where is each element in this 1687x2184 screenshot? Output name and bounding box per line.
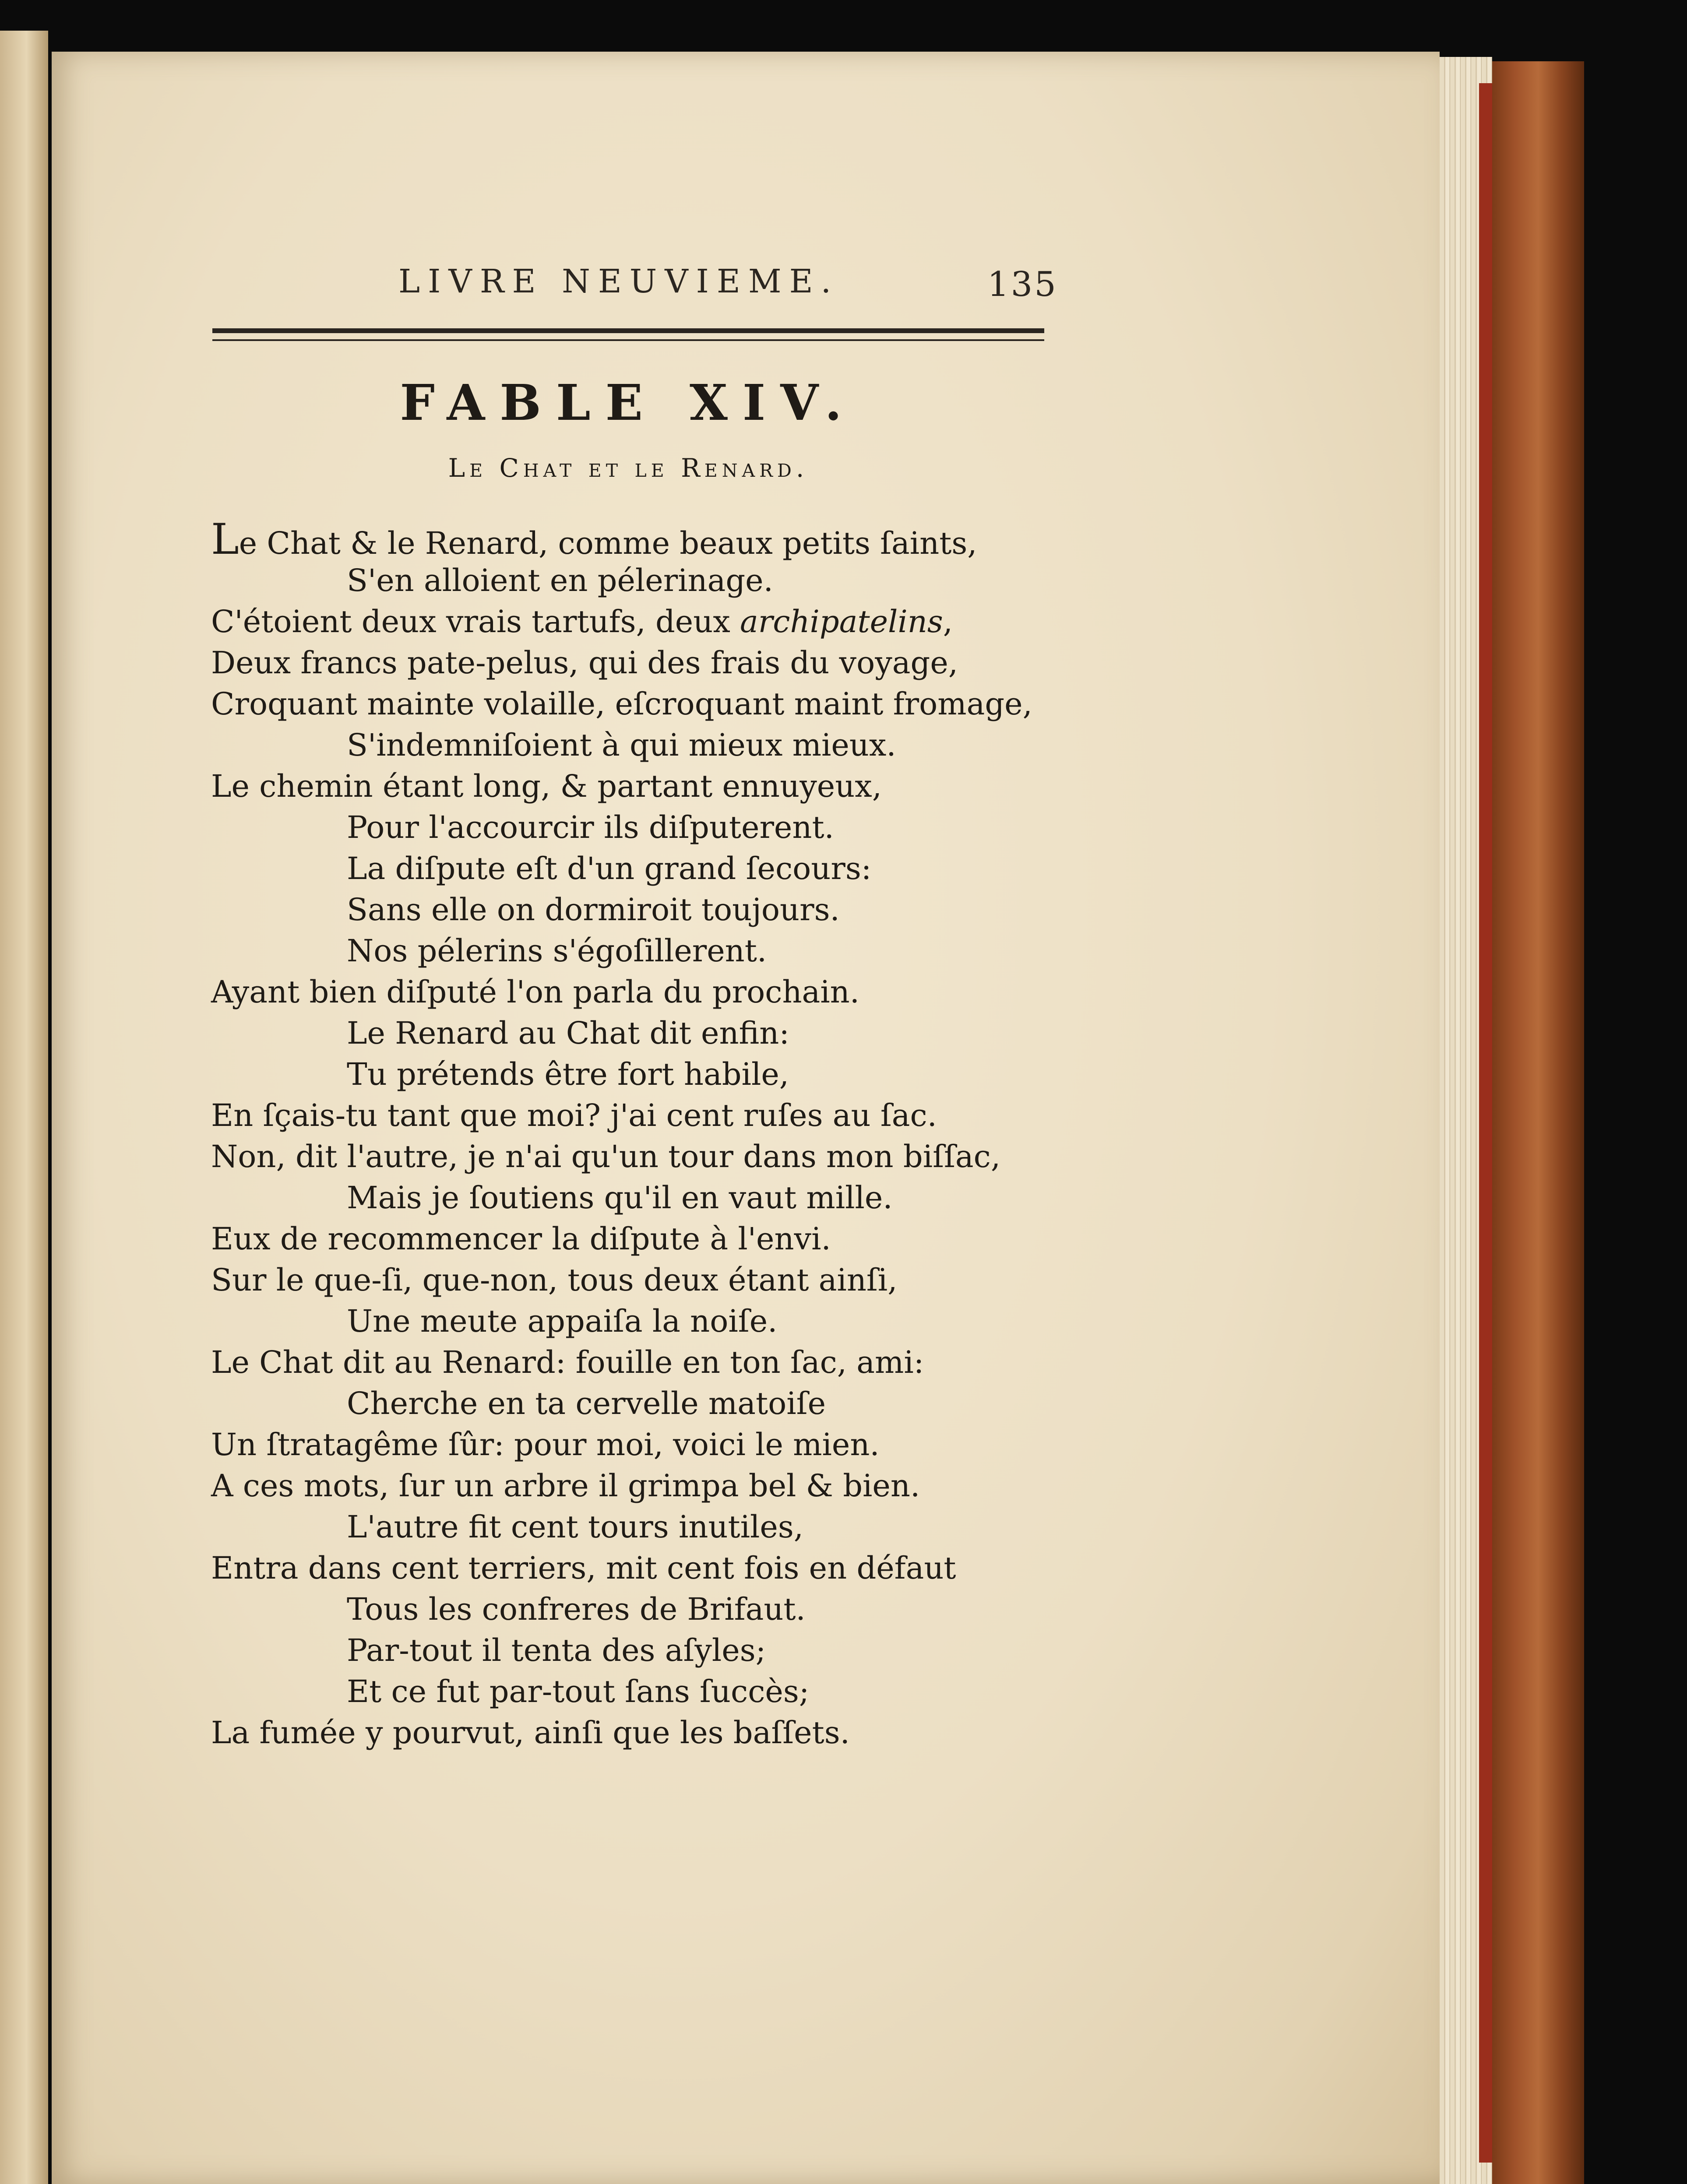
poem-line: La fumée y pourvut, ainſi que les baſſets. [211,1715,850,1751]
poem-line: S'en alloient en pélerinage. [347,563,773,598]
poem-line: S'indemniſoient à qui mieux mieux. [347,727,896,763]
poem-line: Ayant bien diſputé l'on parla du prochain. [211,974,860,1010]
poem-line: Deux francs pate-pelus, qui des frais du voyage, [211,645,958,681]
poem-body [211,515,1032,1753]
poem-line: Le Chat & le Renard, comme beaux petits ſaints, [211,515,977,564]
poem-line: Par-tout il tenta des aſyles; [347,1632,766,1668]
poem-line: L'autre fit cent tours inutiles, [347,1509,804,1545]
poem-line: Entra dans cent terriers, mit cent fois en défaut [211,1550,956,1586]
italic-word: archipatelins [740,604,943,640]
leather-cover [1492,61,1584,2184]
header-rule-thick [212,328,1044,333]
cover-inner-edge [1479,83,1492,2163]
poem-line: C'étoient deux vrais tartufs, deux archipatelins, [211,604,953,640]
header-rule-thin [212,339,1044,341]
running-head: LIVRE NEUVIEME. [398,263,839,300]
poem-line: Un ſtratagême ſûr: pour moi, voici le mien. [211,1427,880,1463]
poem-line: Pour l'accourcir ils diſputerent. [347,809,834,845]
poem-line: Sur le que-ſi, que-non, tous deux étant ainſi, [211,1262,898,1298]
poem-line: Le Chat dit au Renard: fouille en ton ſac, ami: [211,1344,924,1380]
poem-line: A ces mots, ſur un arbre il grimpa bel & bien. [211,1468,920,1504]
poem-line: Tous les confreres de Brifaut. [347,1591,806,1627]
poem-line: Et ce fut par-tout ſans ſuccès; [347,1674,810,1709]
page-number: 135 [987,265,1058,304]
poem-line: Eux de recommencer la diſpute à l'envi. [211,1221,831,1257]
poem-line: Le Renard au Chat dit enfin: [347,1015,789,1051]
poem-line: Nos pélerins s'égoſillerent. [347,933,767,969]
fable-subtitle: Le Chat et le Renard. [448,453,809,483]
poem-line: La diſpute eſt d'un grand ſecours: [347,851,872,886]
facing-page-edge [0,31,48,2184]
poem-line: Mais je ſoutiens qu'il en vaut mille. [347,1180,893,1216]
poem-line: Sans elle on dormiroit toujours. [347,892,840,928]
poem-line: Cherche en ta cervelle matoiſe [347,1386,826,1421]
poem-line: Non, dit l'autre, je n'ai qu'un tour dans mon biſſac, [211,1139,1001,1175]
poem-line: Le chemin étant long, & partant ennuyeux, [211,768,882,804]
poem-line: En ſçais-tu tant que moi? j'ai cent ruſes au ſac. [211,1097,937,1133]
poem-line: Tu prétends être fort habile, [347,1056,789,1092]
fable-title: FABLE XIV. [400,374,857,432]
poem-line: Une meute appaiſa la noiſe. [347,1303,778,1339]
poem-line: Croquant mainte volaille, eſcroquant maint fromage, [211,686,1032,722]
